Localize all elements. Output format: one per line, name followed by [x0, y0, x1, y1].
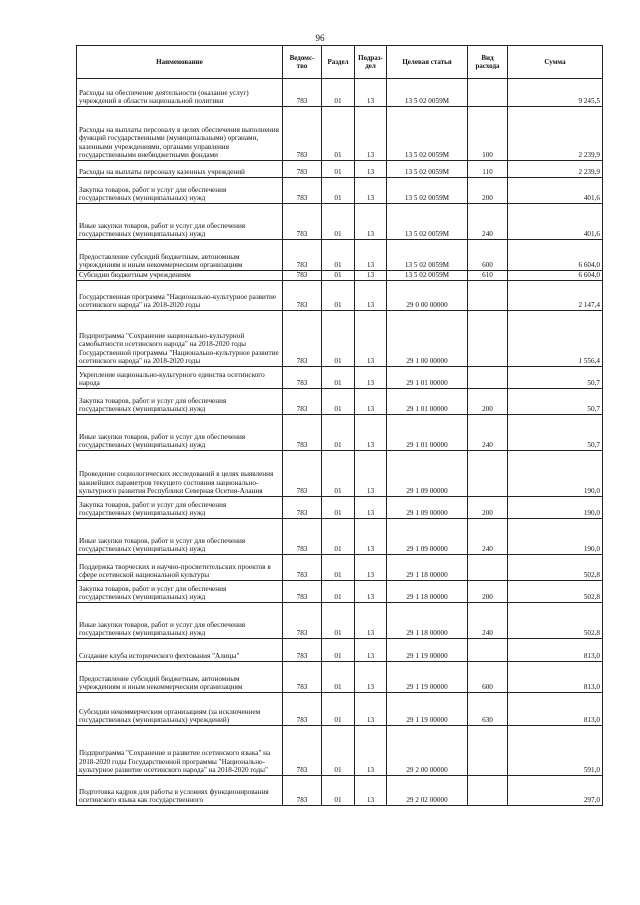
row-celevaya: 29 0 00 00000 [387, 281, 468, 311]
row-vid: 600 [468, 662, 508, 693]
row-summa: 2 239,9 [508, 161, 603, 178]
row-celevaya: 29 2 00 00000 [387, 726, 468, 776]
row-name: Иные закупки товаров, работ и услуг для обеспечения государственных (муниципальных) нужд [77, 415, 283, 451]
row-ved: 783 [283, 639, 322, 662]
row-celevaya: 29 1 18 00000 [387, 555, 468, 581]
row-razdel: 01 [322, 271, 355, 281]
table-row [77, 662, 603, 693]
row-summa: 190,0 [508, 519, 603, 555]
row-podrazdel: 13 [355, 603, 387, 639]
table-row [77, 497, 603, 519]
row-vid [468, 639, 508, 662]
table-row [77, 603, 603, 639]
row-name: Расходы на выплаты персоналу казенных учреждений [77, 161, 283, 178]
row-name: Закупка товаров, работ и услуг для обеспечения государственных (муниципальных) нужд [77, 581, 283, 603]
table-header-row [77, 46, 603, 79]
row-ved: 783 [283, 726, 322, 776]
table-row [77, 79, 603, 107]
row-name: Поддержка творческих и научно-просветительских проектов в сфере осетинской национальной культуры [77, 555, 283, 581]
row-summa: 813,0 [508, 693, 603, 726]
row-name: Закупка товаров, работ и услуг для обеспечения государственных (муниципальных) нужд [77, 389, 283, 415]
table-row [77, 178, 603, 204]
row-name: Расходы на выплаты персоналу в целях обеспечения выполнения функций государственными (муниципальными) органами, казенными учреждениями, органами управления государственными внебюджетными фондами [77, 107, 283, 161]
header-name: Наименование [77, 46, 283, 79]
row-celevaya: 29 1 19 00000 [387, 639, 468, 662]
row-razdel: 01 [322, 161, 355, 178]
row-summa: 297,0 [508, 776, 603, 806]
row-ved: 783 [283, 79, 322, 107]
row-ved: 783 [283, 204, 322, 240]
table-row [77, 367, 603, 389]
row-ved: 783 [283, 161, 322, 178]
row-razdel: 01 [322, 603, 355, 639]
row-razdel: 01 [322, 281, 355, 311]
row-vid: 200 [468, 497, 508, 519]
row-celevaya: 29 1 00 00000 [387, 311, 468, 367]
row-summa: 2 239,9 [508, 107, 603, 161]
row-vid: 200 [468, 389, 508, 415]
row-podrazdel: 13 [355, 415, 387, 451]
row-name: Субсидии бюджетным учреждениям [77, 271, 283, 281]
row-vid: 600 [468, 240, 508, 271]
table-row [77, 555, 603, 581]
row-razdel: 01 [322, 776, 355, 806]
row-celevaya: 13 5 02 0059М [387, 79, 468, 107]
table-row [77, 107, 603, 161]
row-vid: 240 [468, 415, 508, 451]
row-podrazdel: 13 [355, 311, 387, 367]
row-summa: 1 556,4 [508, 311, 603, 367]
row-name: Расходы на обеспечение деятельности (оказание услуг) учреждений в области национальной политики [77, 79, 283, 107]
row-razdel: 01 [322, 79, 355, 107]
row-vid: 240 [468, 519, 508, 555]
row-podrazdel: 13 [355, 497, 387, 519]
row-vid: 630 [468, 693, 508, 726]
row-vid: 240 [468, 204, 508, 240]
row-razdel: 01 [322, 497, 355, 519]
header-celevaya: Целевая статья [387, 46, 468, 79]
table-row [77, 639, 603, 662]
row-name: Подпрограмма "Сохранение национально-культурной самобытности осетинского народа" на 2018-2020 годы Государственной программы "Национально-культурное развитие осетинского народа" на 2018-2020 годы [77, 311, 283, 367]
row-celevaya: 29 1 19 00000 [387, 693, 468, 726]
row-summa: 502,8 [508, 603, 603, 639]
row-razdel: 01 [322, 178, 355, 204]
row-name: Создание клуба исторического фехтования "Алицы" [77, 639, 283, 662]
row-ved: 783 [283, 693, 322, 726]
row-celevaya: 29 1 19 00000 [387, 662, 468, 693]
row-summa: 190,0 [508, 497, 603, 519]
row-vid: 200 [468, 178, 508, 204]
row-podrazdel: 13 [355, 581, 387, 603]
row-name: Закупка товаров, работ и услуг для обеспечения государственных (муниципальных) нужд [77, 178, 283, 204]
row-podrazdel: 13 [355, 726, 387, 776]
row-razdel: 01 [322, 555, 355, 581]
row-razdel: 01 [322, 240, 355, 271]
row-celevaya: 29 1 09 00000 [387, 497, 468, 519]
row-celevaya: 29 1 18 00000 [387, 603, 468, 639]
row-ved: 783 [283, 107, 322, 161]
row-celevaya: 29 1 09 00000 [387, 519, 468, 555]
row-name: Предоставление субсидий бюджетным, автономным учреждениям и иным некоммерческим организациям [77, 662, 283, 693]
header-ved: Ведомс-тво [283, 46, 322, 79]
row-podrazdel: 13 [355, 776, 387, 806]
table-row [77, 240, 603, 271]
row-razdel: 01 [322, 726, 355, 776]
row-ved: 783 [283, 389, 322, 415]
row-podrazdel: 13 [355, 519, 387, 555]
table-row [77, 776, 603, 806]
row-celevaya: 29 1 01 00000 [387, 389, 468, 415]
row-vid [468, 281, 508, 311]
table-row [77, 161, 603, 178]
row-razdel: 01 [322, 662, 355, 693]
row-celevaya: 13 5 02 0059М [387, 178, 468, 204]
row-podrazdel: 13 [355, 662, 387, 693]
row-name: Подпрограмма "Сохранение и развитие осетинского языка" на 2018-2020 годы Государственной программы "Национально-культурное развитие осетинского народа" на 2018-2020 годы" [77, 726, 283, 776]
row-name: Проведение социологических исследований в целях выявления важнейших параметров текущего состояния национально-культурного развития Республики Северная Осетия-Алания [77, 451, 283, 497]
table-row [77, 389, 603, 415]
table-row [77, 726, 603, 776]
row-vid: 100 [468, 107, 508, 161]
table-row [77, 581, 603, 603]
row-name: Иные закупки товаров, работ и услуг для обеспечения государственных (муниципальных) нужд [77, 204, 283, 240]
row-ved: 783 [283, 555, 322, 581]
row-podrazdel: 13 [355, 271, 387, 281]
row-name: Укрепление национально-культурного единства осетинского народа [77, 367, 283, 389]
row-podrazdel: 13 [355, 639, 387, 662]
row-razdel: 01 [322, 451, 355, 497]
row-celevaya: 29 1 01 00000 [387, 415, 468, 451]
row-vid [468, 555, 508, 581]
row-ved: 783 [283, 497, 322, 519]
row-celevaya: 13 5 02 0059М [387, 271, 468, 281]
row-podrazdel: 13 [355, 204, 387, 240]
table-body [77, 79, 603, 806]
row-razdel: 01 [322, 415, 355, 451]
row-celevaya: 13 5 02 0059М [387, 204, 468, 240]
row-summa: 6 604,0 [508, 240, 603, 271]
row-summa: 813,0 [508, 639, 603, 662]
table-row [77, 204, 603, 240]
row-summa: 502,8 [508, 581, 603, 603]
row-razdel: 01 [322, 204, 355, 240]
row-summa: 50,7 [508, 415, 603, 451]
row-podrazdel: 13 [355, 107, 387, 161]
row-podrazdel: 13 [355, 79, 387, 107]
row-ved: 783 [283, 311, 322, 367]
row-ved: 783 [283, 603, 322, 639]
row-podrazdel: 13 [355, 451, 387, 497]
row-summa: 190,0 [508, 451, 603, 497]
table-row [77, 519, 603, 555]
row-vid [468, 726, 508, 776]
row-summa: 50,7 [508, 389, 603, 415]
row-vid [468, 311, 508, 367]
row-razdel: 01 [322, 639, 355, 662]
row-celevaya: 29 1 01 00000 [387, 367, 468, 389]
header-podrazdel: Подраз-дел [355, 46, 387, 79]
row-summa: 401,6 [508, 178, 603, 204]
row-summa: 401,6 [508, 204, 603, 240]
table-row [77, 451, 603, 497]
row-celevaya: 29 2 02 00000 [387, 776, 468, 806]
row-celevaya: 29 1 18 00000 [387, 581, 468, 603]
row-vid [468, 776, 508, 806]
row-name: Закупка товаров, работ и услуг для обеспечения государственных (муниципальных) нужд [77, 497, 283, 519]
row-razdel: 01 [322, 519, 355, 555]
page-number: 96 [315, 33, 325, 43]
row-ved: 783 [283, 271, 322, 281]
row-razdel: 01 [322, 107, 355, 161]
row-podrazdel: 13 [355, 240, 387, 271]
row-vid: 610 [468, 271, 508, 281]
row-razdel: 01 [322, 311, 355, 367]
row-name: Государственная программа "Национально-культурное развитие осетинского народа" на 2018-2020 годы [77, 281, 283, 311]
table-row [77, 281, 603, 311]
row-summa: 2 147,4 [508, 281, 603, 311]
row-ved: 783 [283, 519, 322, 555]
table-row [77, 693, 603, 726]
row-summa: 813,0 [508, 662, 603, 693]
row-ved: 783 [283, 367, 322, 389]
row-name: Иные закупки товаров, работ и услуг для обеспечения государственных (муниципальных) нужд [77, 603, 283, 639]
row-summa: 6 604,0 [508, 271, 603, 281]
row-razdel: 01 [322, 389, 355, 415]
row-ved: 783 [283, 451, 322, 497]
row-podrazdel: 13 [355, 555, 387, 581]
row-razdel: 01 [322, 367, 355, 389]
row-name: Иные закупки товаров, работ и услуг для обеспечения государственных (муниципальных) нужд [77, 519, 283, 555]
row-podrazdel: 13 [355, 178, 387, 204]
row-ved: 783 [283, 581, 322, 603]
row-summa: 591,0 [508, 726, 603, 776]
row-celevaya: 13 5 02 0059М [387, 107, 468, 161]
row-ved: 783 [283, 415, 322, 451]
header-razdel: Раздел [322, 46, 355, 79]
row-ved: 783 [283, 240, 322, 271]
row-vid: 200 [468, 581, 508, 603]
row-summa: 50,7 [508, 367, 603, 389]
row-podrazdel: 13 [355, 389, 387, 415]
header-vid: Вид расхода [468, 46, 508, 79]
row-summa: 502,8 [508, 555, 603, 581]
row-celevaya: 29 1 09 00000 [387, 451, 468, 497]
header-summa: Сумма [508, 46, 603, 79]
row-vid [468, 367, 508, 389]
row-ved: 783 [283, 662, 322, 693]
row-podrazdel: 13 [355, 281, 387, 311]
row-ved: 783 [283, 178, 322, 204]
row-vid [468, 79, 508, 107]
table-row [77, 311, 603, 367]
row-ved: 783 [283, 776, 322, 806]
row-razdel: 01 [322, 693, 355, 726]
budget-table [76, 45, 603, 806]
row-vid: 240 [468, 603, 508, 639]
row-name: Предоставление субсидий бюджетным, автономным учреждениям и иным некоммерческим организациям [77, 240, 283, 271]
row-podrazdel: 13 [355, 367, 387, 389]
row-podrazdel: 13 [355, 161, 387, 178]
table-row [77, 415, 603, 451]
row-celevaya: 13 5 02 0059М [387, 240, 468, 271]
row-razdel: 01 [322, 581, 355, 603]
table-row [77, 271, 603, 281]
row-name: Субсидии некоммерческим организациям (за исключением государственных (муниципальных) учреждений) [77, 693, 283, 726]
row-podrazdel: 13 [355, 693, 387, 726]
row-vid: 110 [468, 161, 508, 178]
row-ved: 783 [283, 281, 322, 311]
row-celevaya: 13 5 02 0059М [387, 161, 468, 178]
row-name: Подготовка кадров для работы в условиях функционирования осетинского языка как государственного [77, 776, 283, 806]
row-vid [468, 451, 508, 497]
row-summa: 9 245,5 [508, 79, 603, 107]
